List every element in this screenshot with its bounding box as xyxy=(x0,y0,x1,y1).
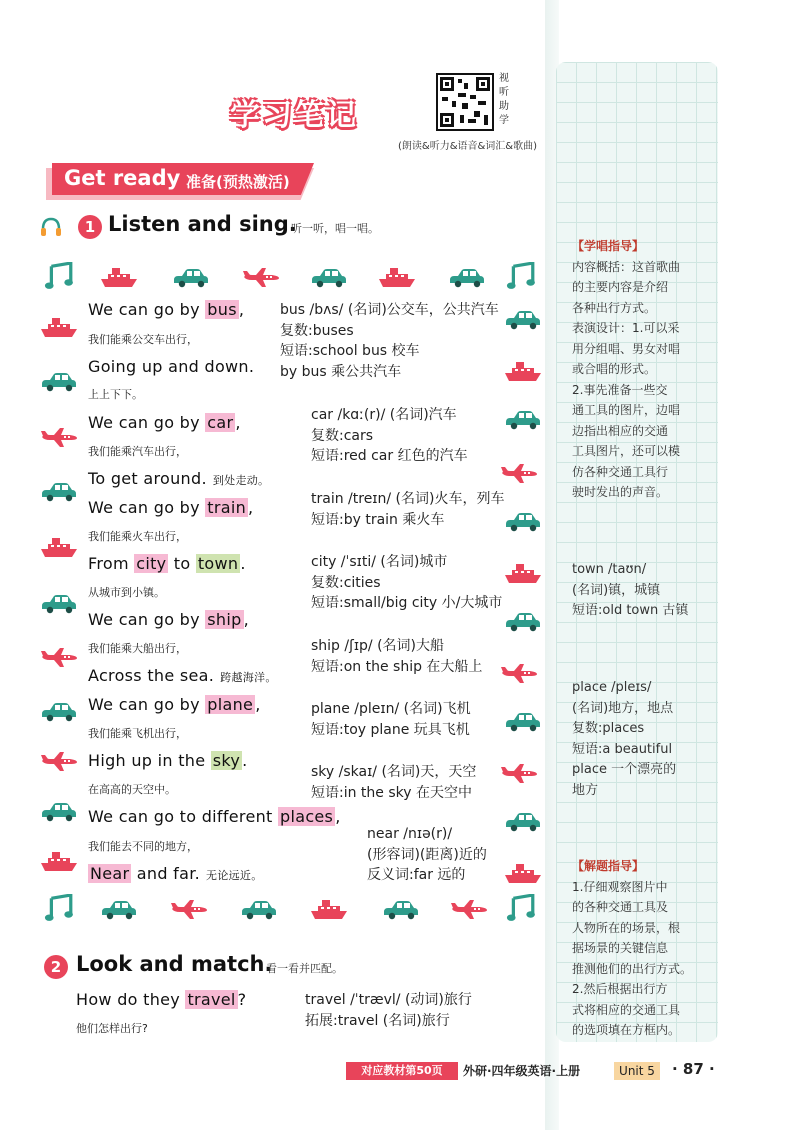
question-line: How do they travel ? xyxy=(76,990,247,1009)
qr-caption: (朗读&听力&语音&词汇&歌曲) xyxy=(398,141,537,152)
music-note-icon xyxy=(44,262,76,290)
note-line: bus /bʌs/ (名词)公交车，公共汽车 xyxy=(280,302,499,318)
guide-line: 驶时发出的声音。 xyxy=(572,485,669,499)
guide-line: 仿各种交通工具行 xyxy=(572,464,669,479)
vocab-note-near xyxy=(367,824,487,886)
note-line: place /pleɪs/ xyxy=(572,680,652,695)
note-line: 短语:in the sky 在天空中 xyxy=(311,784,472,801)
music-note-icon xyxy=(506,894,538,922)
guide-line: 通工具的图片，边唱 xyxy=(572,403,681,417)
section-instruction: 听一听，唱一唱。 xyxy=(291,222,379,235)
guide-line: 2.然后根据出行方 xyxy=(572,982,668,996)
vocab-note-city xyxy=(311,552,502,614)
ship-icon xyxy=(504,562,542,584)
lyric-translation: 我们能乘飞机出行， xyxy=(88,727,187,740)
ship-icon xyxy=(40,850,78,872)
section-title: Look and match. xyxy=(76,952,273,976)
qr-side-char: 学 xyxy=(499,115,509,126)
note-line: 短语:small/big city 小/大城市 xyxy=(311,595,503,611)
note-line: train /treɪn/ (名词)火车，列车 xyxy=(311,491,505,507)
guide-line: 推测他们的出行方式。 xyxy=(572,961,693,976)
plane-icon xyxy=(242,266,280,288)
ship-icon xyxy=(40,316,78,338)
note-line: place 一个漂亮的 xyxy=(572,762,677,777)
car-icon xyxy=(504,308,542,330)
note-line: 地方 xyxy=(572,782,599,798)
section-number: 1 xyxy=(78,215,102,239)
plane-icon xyxy=(40,426,78,448)
car-icon xyxy=(504,810,542,832)
vocab-note-travel xyxy=(305,990,472,1031)
lyric-line: Across the sea. 跨越海洋。 xyxy=(88,666,277,685)
music-note-icon xyxy=(44,894,76,922)
lyric-line: To get around. 到处走动。 xyxy=(88,469,270,488)
note-line: 复数:places xyxy=(572,721,645,736)
headphone-icon[interactable] xyxy=(40,216,62,238)
book-title: 外研·四年级英语·上册 xyxy=(463,1064,581,1078)
ship-icon xyxy=(40,536,78,558)
note-line: 短语:school bus 校车 xyxy=(280,343,420,359)
guide-line: 的主要内容是介绍 xyxy=(572,280,669,294)
guide-line: 表演设计：1.可以采 xyxy=(572,321,680,335)
ship-icon xyxy=(100,266,138,288)
car-icon xyxy=(40,700,78,722)
page-title: 学习笔记 xyxy=(230,98,358,133)
plane-icon xyxy=(40,750,78,772)
car-icon xyxy=(240,898,278,920)
lyric-translation: 上上下下。 xyxy=(88,388,143,401)
car-icon xyxy=(504,408,542,430)
note-line: (名词)地方，地点 xyxy=(572,700,674,716)
note-line: 短语:on the ship 在大船上 xyxy=(311,658,483,675)
note-line: plane /pleɪn/ (名词)飞机 xyxy=(311,701,471,717)
note-line: travel /ˈtrævl/ (动词)旅行 xyxy=(305,992,472,1008)
qr-side-label xyxy=(499,72,513,128)
section-title: Listen and sing. xyxy=(108,212,297,236)
plane-icon xyxy=(40,646,78,668)
car-icon xyxy=(40,480,78,502)
lyric-translation: 我们能乘大船出行， xyxy=(88,642,187,655)
guide-line: 据场景的关键信息 xyxy=(572,941,669,955)
note-line: 短语:a beautiful xyxy=(572,741,673,757)
lyric-line: We can go by ship , xyxy=(88,610,249,629)
guide-line: 内容概括：这首歌曲 xyxy=(572,259,681,274)
ship-icon xyxy=(310,898,348,920)
guide-line: 2.事先准备一些交 xyxy=(572,382,668,397)
car-icon xyxy=(40,800,78,822)
sidebar-heading: 【解题指导】 xyxy=(572,859,645,873)
note-line: 反义词:far 远的 xyxy=(367,867,466,883)
vocab-note-town xyxy=(572,560,712,622)
note-line: town /taʊn/ xyxy=(572,562,647,577)
vocab-note-place xyxy=(572,678,712,801)
banner-title: Get ready xyxy=(64,166,181,190)
page-number: · 87 · xyxy=(672,1060,715,1078)
note-line: 复数:cars xyxy=(311,427,374,444)
lyric-line: Near and far. 无论远近。 xyxy=(90,864,263,883)
note-line: 复数:cities xyxy=(311,574,381,591)
plane-icon xyxy=(500,462,538,484)
car-icon xyxy=(504,510,542,532)
lyric-line: Going up and down. xyxy=(88,357,255,376)
section-instruction: 看一看并匹配。 xyxy=(266,962,343,975)
ship-icon xyxy=(504,862,542,884)
guide-line: 各种出行方式。 xyxy=(572,300,657,315)
note-line: 短语:red car 红色的汽车 xyxy=(311,448,468,464)
guide-line: 的选项填在方框内。 xyxy=(572,1023,681,1037)
guide-line: 1.仔细观察图片中 xyxy=(572,879,668,894)
plane-icon xyxy=(170,898,208,920)
plane-icon xyxy=(500,662,538,684)
qr-side-char: 听 xyxy=(499,87,509,98)
vocab-note-car xyxy=(311,405,468,467)
note-line: 短语:by train 乘火车 xyxy=(311,511,445,528)
note-line: ship /ʃɪp/ (名词)大船 xyxy=(311,638,444,654)
sing-guide xyxy=(572,236,712,503)
guide-line: 用分组唱、男女对唱 xyxy=(572,341,681,356)
lyric-line: We can go by plane , xyxy=(88,695,261,714)
car-icon xyxy=(172,266,210,288)
note-line: car /kɑː(r)/ (名词)汽车 xyxy=(311,407,457,423)
note-line: 拓展:travel (名词)旅行 xyxy=(305,1012,450,1029)
lyric-line: We can go by bus , xyxy=(88,300,245,319)
music-note-icon xyxy=(506,262,538,290)
qr-side-char: 助 xyxy=(499,101,509,112)
lyric-line: We can go to different places , xyxy=(88,807,341,826)
lyric-line: We can go by train , xyxy=(88,498,254,517)
car-icon xyxy=(40,370,78,392)
lyric-line: High up in the sky . xyxy=(88,751,248,770)
lyric-line: From city to town . xyxy=(88,554,246,573)
lyric-translation: 在高高的天空中。 xyxy=(88,783,176,796)
note-line: (名词)镇，城镇 xyxy=(572,582,661,598)
guide-line: 工具图片，还可以模 xyxy=(572,444,681,458)
section-number: 2 xyxy=(44,955,68,979)
note-line: by bus 乘公共汽车 xyxy=(280,363,402,380)
lyric-translation: 我们能乘火车出行， xyxy=(88,530,187,543)
qr-code-icon[interactable] xyxy=(436,73,494,131)
question-translation: 他们怎样出行? xyxy=(76,1022,148,1035)
unit-badge: Unit 5 xyxy=(614,1062,660,1080)
note-line: near /nɪə(r)/ xyxy=(367,826,453,842)
lyric-translation: 我们能乘汽车出行， xyxy=(88,445,187,458)
guide-line: 式将相应的交通工具 xyxy=(572,1002,681,1017)
plane-icon xyxy=(500,762,538,784)
textbook-page-badge: 对应教材第50页 xyxy=(346,1062,458,1080)
note-line: (形容词)(距离)近的 xyxy=(367,846,487,863)
guide-line: 的各种交通工具及 xyxy=(572,900,669,914)
car-icon xyxy=(100,898,138,920)
car-icon xyxy=(382,898,420,920)
vocab-note-sky xyxy=(311,762,476,803)
qr-side-char: 视 xyxy=(499,73,509,84)
note-line: 短语:toy plane 玩具飞机 xyxy=(311,721,470,738)
vocab-note-bus xyxy=(280,300,499,382)
note-line: city /ˈsɪti/ (名词)城市 xyxy=(311,554,448,570)
lyric-translation: 从城市到小镇。 xyxy=(88,586,165,599)
note-line: 短语:old town 古镇 xyxy=(572,603,689,618)
vocab-note-ship xyxy=(311,636,482,677)
sidebar-heading: 【学唱指导】 xyxy=(572,239,645,253)
solve-guide xyxy=(572,856,712,1041)
note-line: 复数:buses xyxy=(280,322,354,339)
guide-line: 人物所在的场景，根 xyxy=(572,920,681,935)
banner-subtitle: 准备(预热激活) xyxy=(186,173,290,191)
lyric-line: We can go by car , xyxy=(88,413,241,432)
ship-icon xyxy=(504,360,542,382)
car-icon xyxy=(310,266,348,288)
lyric-translation: 我们能乘公交车出行， xyxy=(88,333,198,346)
vocab-note-train xyxy=(311,489,504,530)
car-icon xyxy=(504,610,542,632)
guide-line: 边指出相应的交通 xyxy=(572,423,669,438)
guide-line: 或合唱的形式。 xyxy=(572,362,657,376)
plane-icon xyxy=(450,898,488,920)
note-line: sky /skaɪ/ (名词)天，天空 xyxy=(311,764,477,780)
car-icon xyxy=(448,266,486,288)
car-icon xyxy=(40,592,78,614)
car-icon xyxy=(504,710,542,732)
ship-icon xyxy=(378,266,416,288)
vocab-note-plane xyxy=(311,699,471,740)
lyric-translation: 我们能去不同的地方， xyxy=(88,840,198,853)
